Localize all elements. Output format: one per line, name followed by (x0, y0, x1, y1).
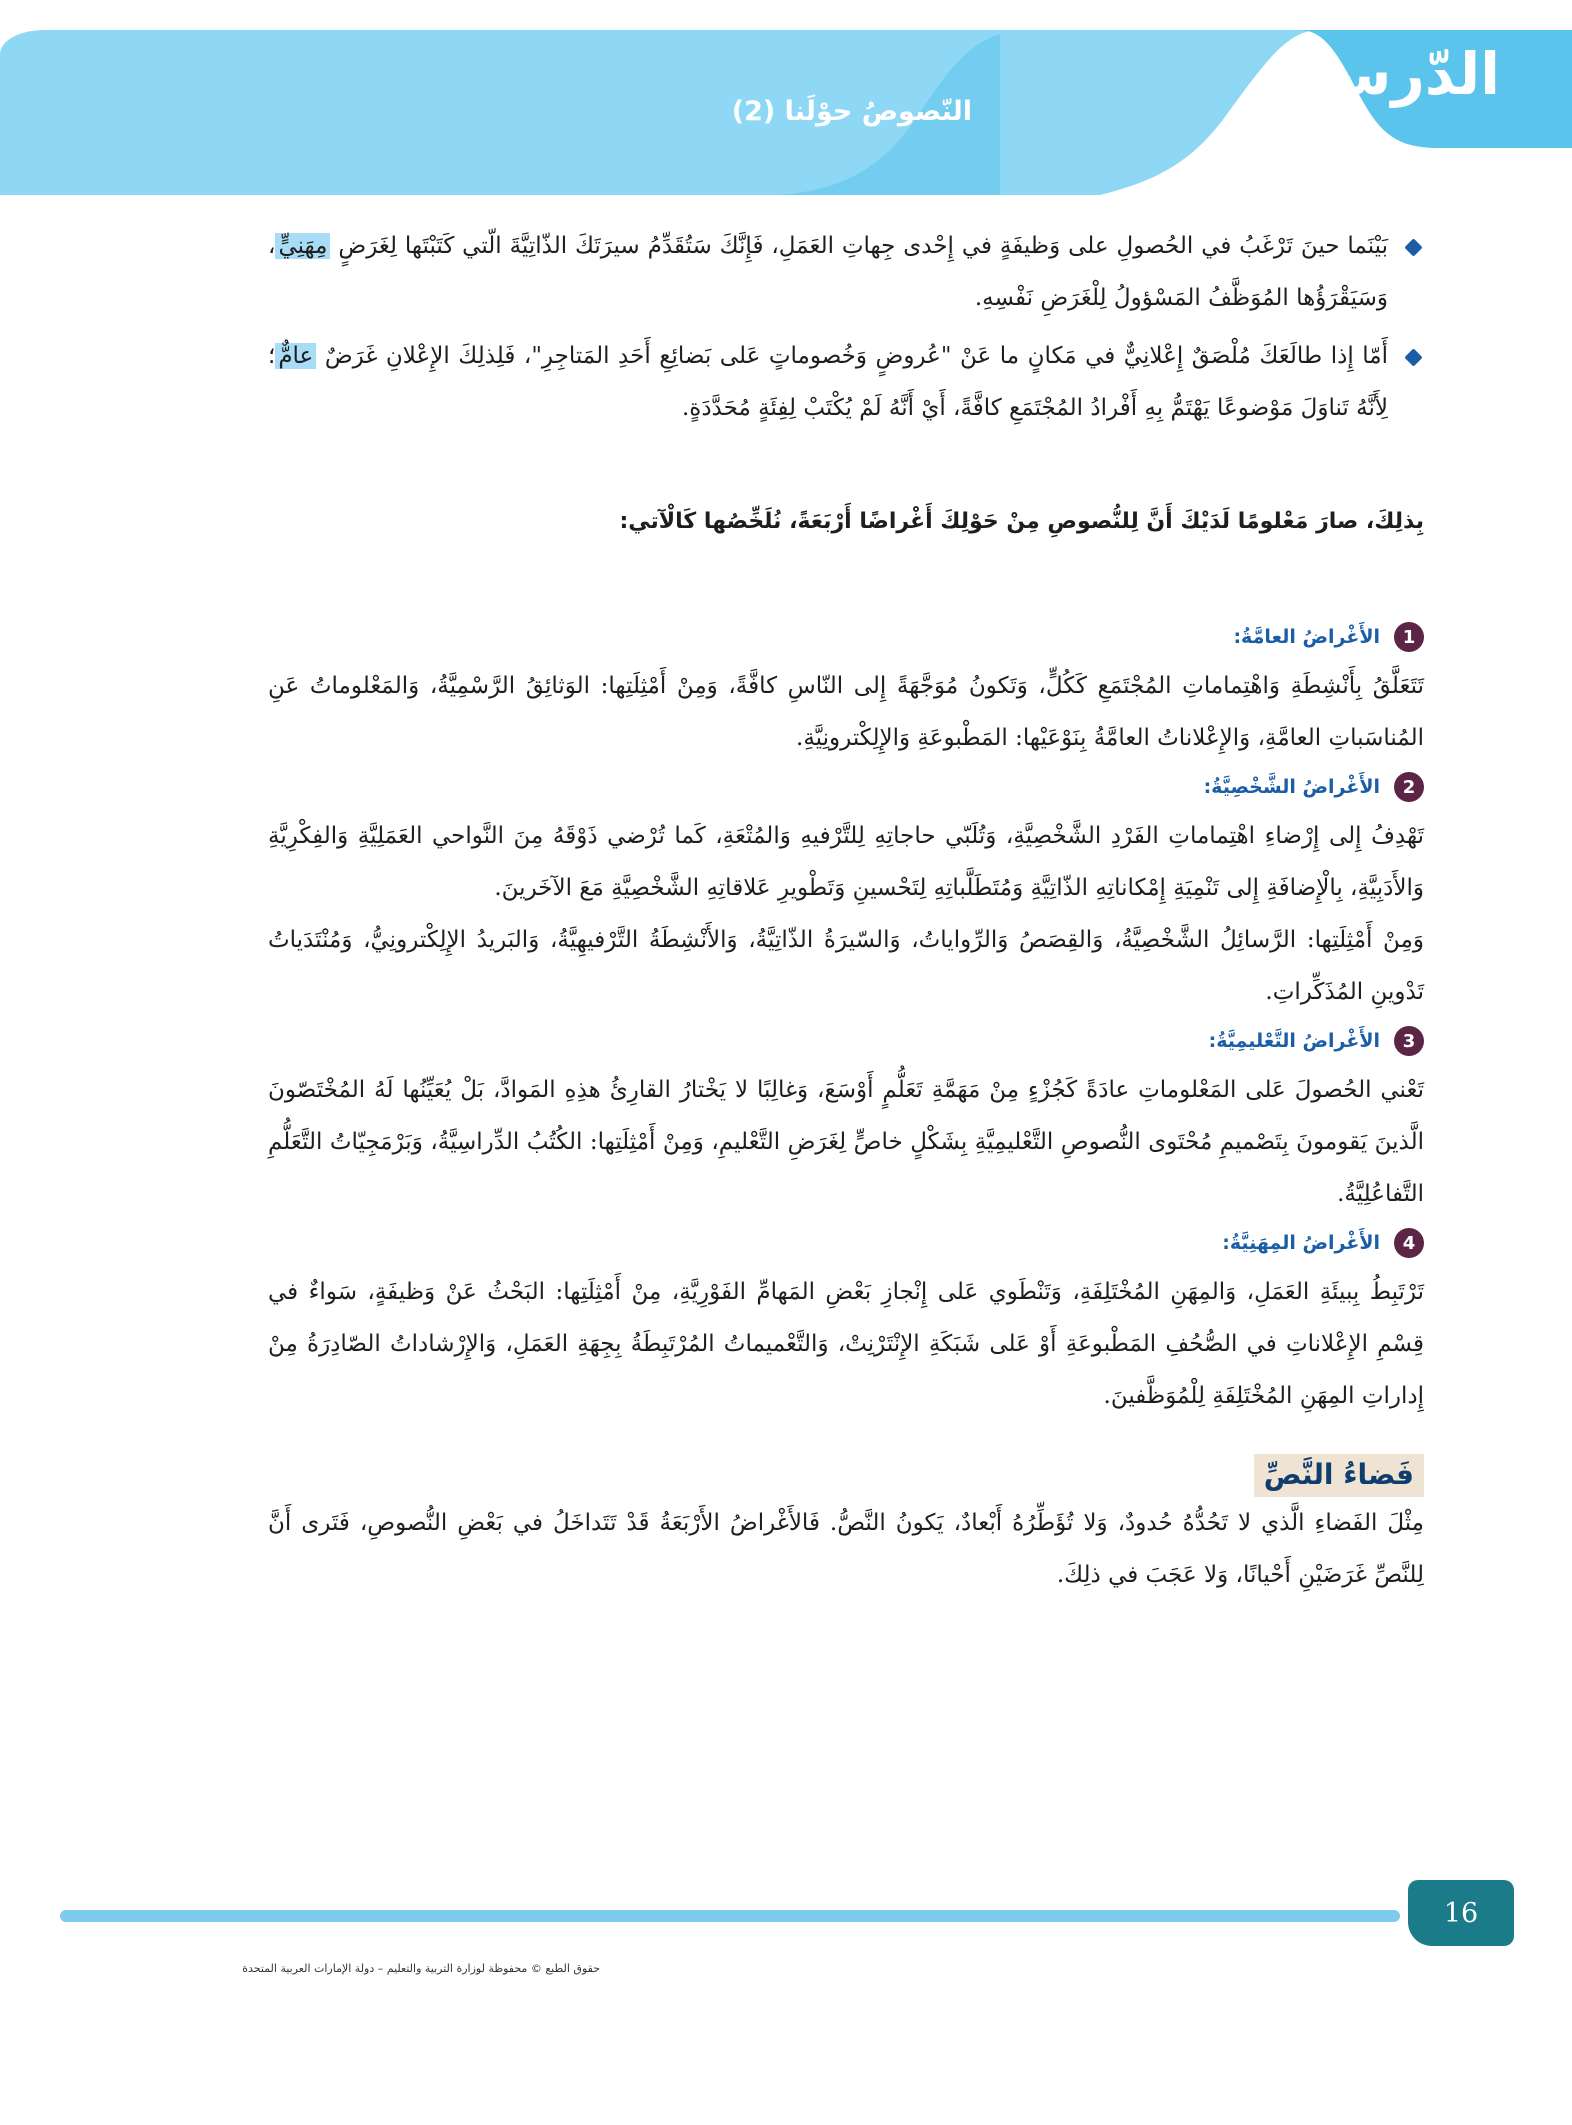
purpose-title: الأَغْراضُ الشَّخْصِيَّةُ: (1203, 776, 1380, 798)
number-badge: 1 (1394, 622, 1424, 652)
purpose-heading (268, 1220, 1424, 1266)
purpose-heading (268, 1018, 1424, 1064)
purpose-title: الأَغْراضُ المِهَنِيَّةُ: (1222, 1232, 1380, 1254)
number-badge: 4 (1394, 1228, 1424, 1258)
purpose-professional (268, 1220, 1424, 1422)
bullet-text-before: أَمّا إِذا طالَعَكَ مُلْصَقٌ إِعْلانِيٌّ في مَكانٍ ما عَنْ "عُروضٍ وَخُصوماتٍ عَلى بَضائِعِ أَحَدِ المَتاجِرِ"، فَلِذلِكَ الإِعْلانِ غَرَضٌ (324, 343, 1388, 369)
highlighted-term: مِهَنِيٍّ (275, 233, 330, 259)
purpose-educational (268, 1018, 1424, 1220)
diamond-bullet-icon (1404, 238, 1422, 256)
lesson-title: النّصوصُ حوْلَنا (2) (731, 96, 972, 127)
summary-sentence: بِذلِكَ، صارَ مَعْلومًا لَدَيْكَ أَنَّ لِلنُّصوصِ مِنْ حَوْلِكَ أَغْراضًا أَرْبَعَةً، نُلَخِّصُها كَالْآتي: (619, 509, 1424, 534)
text-space-heading: فَضاءُ النَّصِّ (1254, 1454, 1424, 1497)
number-badge: 2 (1394, 772, 1424, 802)
purpose-paragraph: تَرْتَبِطُ بِبيئَةِ العَمَلِ، وَالمِهَنِ المُخْتَلِفَةِ، وَتَنْطَوي عَلى إِنْجازِ بَعْضِ المَهامِّ الفَوْرِيَّةِ، مِنْ أَمْثِلَتِها: البَحْثُ عَنْ وَظيفَةٍ، سَواءٌ في قِسْمِ الإِعْلاناتِ في الصُّحُفِ المَطْبوعَةِ أَوْ عَلى شَبَكَةِ الإِنْتَرْنِتْ، وَالتَّعْميماتُ المُرْتَبِطَةُ بِجِهَةِ العَمَلِ، وَالإِرْشاداتُ الصّادِرَةُ مِنْ إِداراتِ المِهَنِ المُخْتَلِفَةِ لِلْمُوَظَّفينَ. (268, 1279, 1424, 1409)
purpose-general (268, 614, 1424, 764)
diamond-bullet-icon (1404, 348, 1422, 366)
text-space-paragraph: مِثْلَ الفَضاءِ الَّذي لا تَحُدُّهُ حُدودٌ، وَلا تُؤَطِّرُهُ أَبْعادٌ، يَكونُ النَّصُّ. فَالأَغْراضُ الأَرْبَعَةُ قَدْ تَتَداخَلُ في بَعْضِ النُّصوصِ، فَتَرى أَنَّ لِلنَّصِّ غَرَضَيْنِ أَحْيانًا، وَلا عَجَبَ في ذلِكَ. (268, 1510, 1424, 1588)
purpose-personal (268, 764, 1424, 1018)
lesson-content (268, 220, 1424, 1601)
bullet-text-after: ؛ لِأَنَّهُ تَناوَلَ مَوْضوعًا يَهْتَمُّ بِهِ أَفْرادُ المُجْتَمَعِ كافَّةً، أَيْ أَنَّهُ لَمْ يُكْتَبْ لِفِئَةٍ مُحَدَّدَةٍ. (268, 343, 1388, 421)
intro-bullet-list (268, 220, 1424, 434)
highlighted-term: عامٌّ (275, 343, 316, 369)
purpose-heading (268, 764, 1424, 810)
purpose-paragraph: تَتَعَلَّقُ بِأَنْشِطَةِ وَاهْتِماماتِ المُجْتَمَعِ كَكُلٍّ، وَتَكونُ مُوَجَّهَةً إِلى النّاسِ كافَّةً، وَمِنْ أَمْثِلَتِها: الوَثائِقُ الرَّسْمِيَّةُ، وَالمَعْلوماتُ عَنِ المُناسَباتِ العامَّةِ، وَالإِعْلاناتُ العامَّةُ بِنَوْعَيْها: المَطْبوعَةِ وَالإِلِكْترونِيَّةِ. (268, 673, 1424, 751)
bullet-text-before: بَيْنَما حينَ تَرْغَبُ في الحُصولِ على وَظيفَةٍ في إِحْدى جِهاتِ العَمَلِ، فَإِنَّكَ سَتُقَدِّمُ سيرَتَكَ الذّاتِيَّةَ الّتي كَتَبْتَها لِغَرَضٍ (338, 233, 1389, 259)
purpose-paragraph: تَهْدِفُ إِلى إِرْضاءِ اهْتِماماتِ الفَرْدِ الشَّخْصِيَّةِ، وَتُلَبّي حاجاتِهِ لِلتَّرْفيهِ وَالمُتْعَةِ، كَما تُرْضي ذَوْقَهُ مِنَ النَّواحي العَمَلِيَّةِ وَالفِكْرِيَّةِ وَالأَدَبِيَّةِ، بِالْإِضافَةِ إِلى تَنْمِيَةِ إِمْكاناتِهِ الذّاتِيَّةِ وَمُتَطَلَّباتِهِ لِتَحْسينِ وَتَطْويرِ عَلاقاتِهِ الشَّخْصِيَّةِ مَعَ الآخَرينَ. (268, 823, 1424, 901)
copyright-notice: حقوق الطبع © محفوظة لوزارة التربية والتعليم – دولة الإمارات العربية المتحدة (242, 1962, 600, 1975)
purpose-title: الأَغْراضُ التَّعْليمِيَّةُ: (1208, 1030, 1380, 1052)
lesson-label: الدّرسُ (1311, 40, 1500, 108)
lesson-header (0, 0, 1572, 230)
purpose-examples: وَمِنْ أَمْثِلَتِها: الرَّسائِلُ الشَّخْصِيَّةُ، وَالقِصَصُ وَالرِّواياتُ، وَالسّيرَةُ الذّاتِيَّةُ، وَالأَنْشِطَةُ التَّرْفيهِيَّةُ، وَالبَريدُ الإِلِكْترونِيُّ، وَمُنْتَدَياتُ تَدْوينِ المُذَكِّراتِ. (268, 927, 1424, 1005)
footer-bar (60, 1910, 1400, 1922)
purpose-paragraph: تَعْني الحُصولَ عَلى المَعْلوماتِ عادَةً كَجُزْءٍ مِنْ مَهَمَّةِ تَعَلُّمٍ أَوْسَعَ، وَغالِبًا لا يَخْتارُ القارِئُ هذِهِ المَوادَّ، بَلْ يُعَيِّنُها لَهُ المُخْتَصّونَ الَّذينَ يَقومونَ بِتَصْميمِ مُحْتَوى النُّصوصِ التَّعْليمِيَّةِ بِشَكْلٍ خاصٍّ لِغَرَضِ التَّعْليمِ، وَمِنْ أَمْثِلَتِها: الكُتُبُ الدِّراسِيَّةُ، وَبَرْمَجِيّاتُ التَّعَلُّمِ التَّفاعُلِيَّةُ. (268, 1077, 1424, 1207)
page-number: 16 (1443, 1897, 1479, 1929)
number-badge: 3 (1394, 1026, 1424, 1056)
bullet-text-after: ، وَسَيَقْرَؤُها المُوَظَّفُ المَسْؤولُ لِلْغَرَضِ نَفْسِهِ. (268, 233, 1388, 311)
intro-bullet-item (268, 330, 1424, 434)
intro-bullet-item (268, 220, 1424, 324)
purpose-title: الأَغْراضُ العامَّةُ: (1233, 626, 1380, 648)
purpose-heading (268, 614, 1424, 660)
